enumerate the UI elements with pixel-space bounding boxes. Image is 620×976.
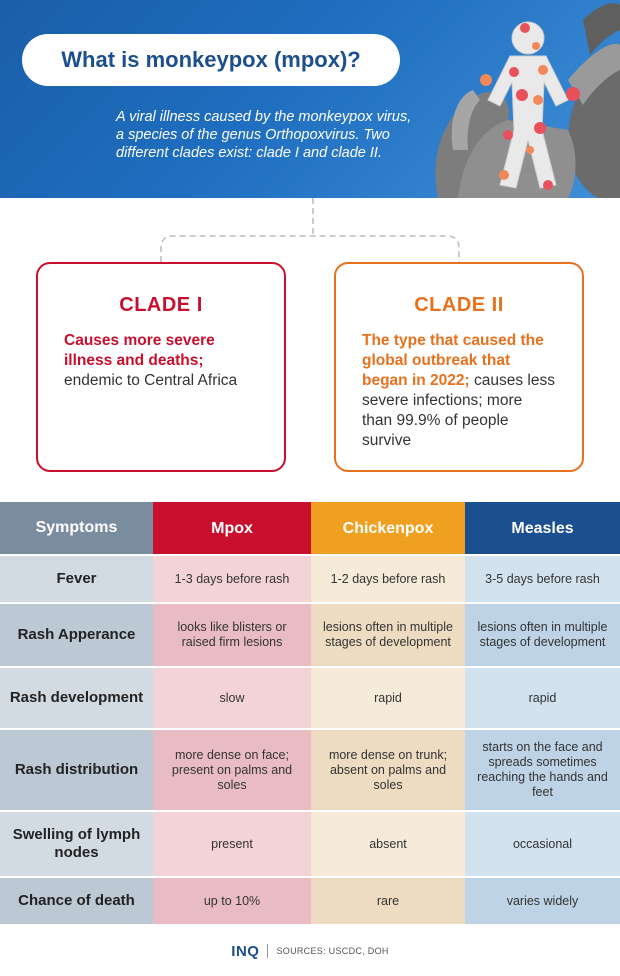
symptom-label: Rash development xyxy=(0,668,153,730)
measles-cell: rapid xyxy=(465,668,620,730)
inq-logo: INQ xyxy=(231,942,260,960)
measles-cell: occasional xyxy=(465,812,620,878)
header-measles: Measles xyxy=(465,502,620,556)
header-banner xyxy=(0,0,620,198)
chickenpox-cell: lesions often in multiple stages of development xyxy=(311,604,465,668)
footer xyxy=(0,938,620,964)
clade-1-box xyxy=(36,262,286,472)
table-row xyxy=(0,878,620,926)
hands-illustration xyxy=(418,0,620,198)
symptom-label: Chance of death xyxy=(0,878,153,926)
table-row xyxy=(0,812,620,878)
intro-text: A viral illness caused by the monkeypox virus, a species of the genus Orthopoxvirus. Two different clades exist: clade I and clade II. xyxy=(116,109,412,161)
dashed-connector xyxy=(0,198,620,268)
clade-1-highlight: Causes more severe illness and deaths; xyxy=(64,332,215,369)
symptom-label: Fever xyxy=(0,556,153,604)
header-chickenpox: Chickenpox xyxy=(311,502,465,556)
clade-1-description xyxy=(64,331,258,391)
table-row xyxy=(0,556,620,604)
title-pill xyxy=(22,34,400,86)
measles-cell: starts on the face and spreads sometimes reaching the hands and feet xyxy=(465,730,620,812)
header-mpox: Mpox xyxy=(153,502,311,556)
clade-2-box xyxy=(334,262,584,472)
chickenpox-cell: absent xyxy=(311,812,465,878)
page-title: What is monkeypox (mpox)? xyxy=(61,47,361,72)
symptom-label: Rash Apperance xyxy=(0,604,153,668)
mpox-cell: looks like blisters or raised firm lesions xyxy=(153,604,311,668)
chickenpox-cell: more dense on trunk; absent on palms and soles xyxy=(311,730,465,812)
symptom-label: Rash distribution xyxy=(0,730,153,812)
table-row xyxy=(0,668,620,730)
measles-cell: lesions often in multiple stages of development xyxy=(465,604,620,668)
chickenpox-cell: rapid xyxy=(311,668,465,730)
mpox-cell: present xyxy=(153,812,311,878)
clade-2-highlight: The type that caused the global outbreak that began in 2022; xyxy=(362,332,544,389)
header-symptoms: Symptoms xyxy=(0,502,153,556)
symptom-label: Swelling of lymph nodes xyxy=(0,812,153,878)
measles-cell: 3-5 days before rash xyxy=(465,556,620,604)
chickenpox-cell: rare xyxy=(311,878,465,926)
mpox-cell: slow xyxy=(153,668,311,730)
clade-2-text: causes less severe infections; more than 99.9% of people survive xyxy=(362,372,555,449)
table-row xyxy=(0,730,620,812)
mpox-cell: more dense on face; present on palms and soles xyxy=(153,730,311,812)
sources-text: SOURCES: USCDC, DOH xyxy=(276,946,389,956)
clade-2-title: CLADE II xyxy=(414,294,504,316)
chickenpox-cell: 1-2 days before rash xyxy=(311,556,465,604)
clade-2-description xyxy=(362,331,556,451)
clade-1-title: CLADE I xyxy=(119,294,203,316)
symptoms-comparison-table xyxy=(0,502,620,926)
footer-divider xyxy=(267,944,268,958)
table-row xyxy=(0,604,620,668)
mpox-cell: 1-3 days before rash xyxy=(153,556,311,604)
clade-1-text: endemic to Central Africa xyxy=(64,372,238,389)
table-header-row xyxy=(0,502,620,556)
mpox-cell: up to 10% xyxy=(153,878,311,926)
measles-cell: varies widely xyxy=(465,878,620,926)
